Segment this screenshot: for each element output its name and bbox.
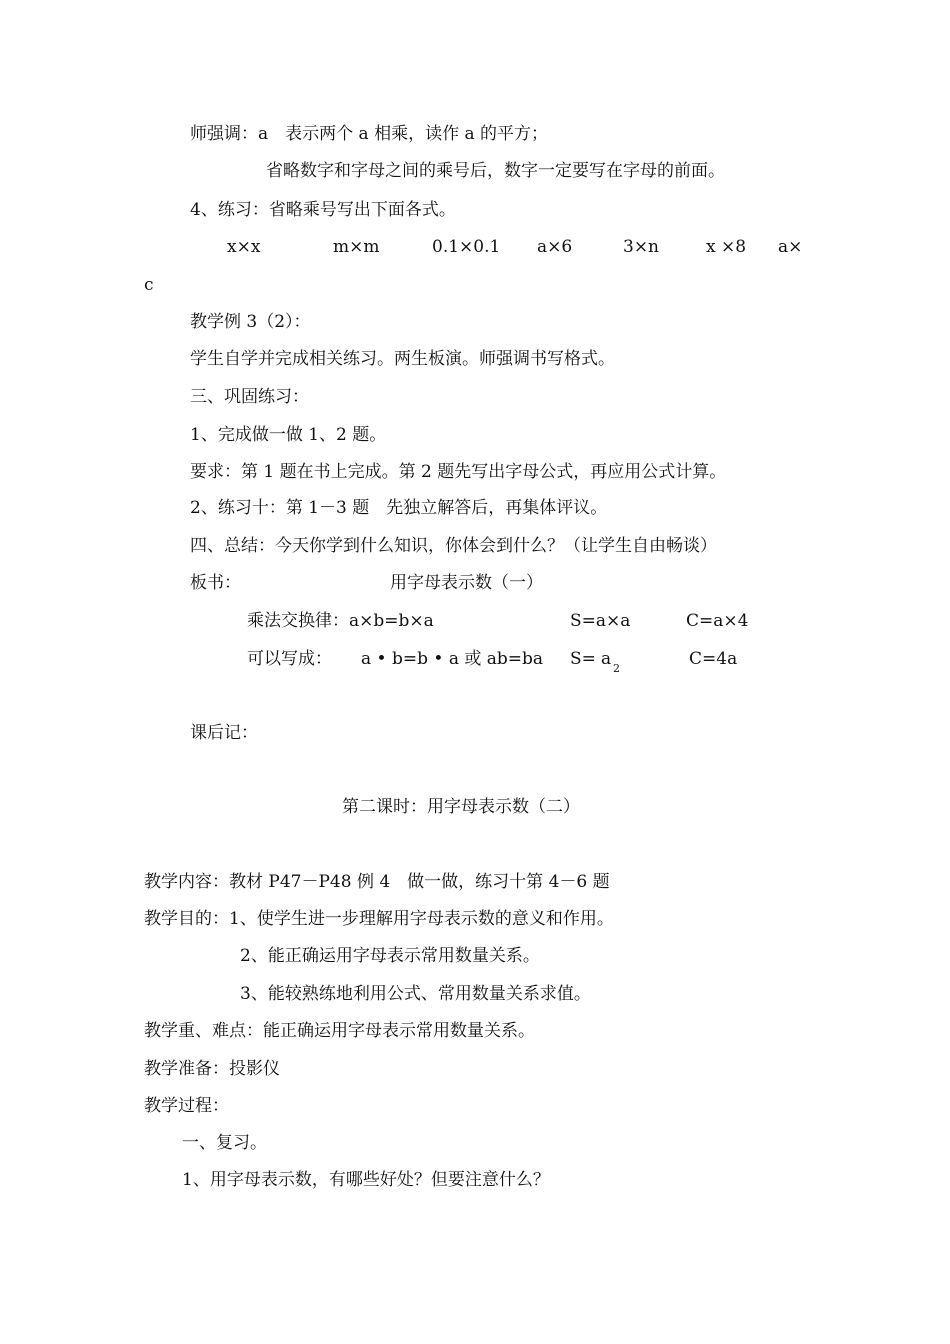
text-line: 4、练习：省略乘号写出下面各式。	[190, 200, 456, 220]
exercise-item: x ×8	[706, 237, 747, 257]
section-heading: 四、总结：今天你学到什么知识，你体会到什么？（让学生自由畅谈）	[190, 536, 717, 556]
text-line: 省略数字和字母之间的乘号后，数字一定要写在字母的前面。	[266, 161, 725, 181]
text-line: 教学目的：1、使学生进一步理解用字母表示数的意义和作用。	[144, 909, 614, 929]
page-title: 第二课时：用字母表示数（二）	[342, 797, 580, 817]
text-line: 教学内容：教材 P47－P48 例 4 做一做，练习十第 4－6 题	[144, 872, 610, 892]
exercise-wrap: c	[144, 275, 154, 295]
board-label: 板书：	[190, 573, 241, 593]
text-line: 师强调：a 表示两个 a 相乘，读作 a 的平方；	[190, 124, 549, 144]
board-formula: C=a×4	[686, 611, 749, 631]
text-line: 教学例 3（2）：	[190, 312, 311, 332]
exercise-item: a×6	[537, 237, 573, 257]
exercise-item: 3×n	[623, 237, 660, 257]
board-formula: S=	[570, 649, 596, 669]
text-line: 1、用字母表示数，有哪些好处？但要注意什么？	[182, 1170, 550, 1190]
board-formula: 乘法交换律：a×b=b×a	[247, 611, 434, 631]
text-line: 教学过程：	[144, 1096, 229, 1116]
text-line: 3、能较熟练地利用公式、常用数量关系求值。	[240, 984, 591, 1004]
formula-base: a	[601, 649, 612, 669]
exercise-item: 0.1×0.1	[432, 237, 501, 257]
text-line: 学生自学并完成相关练习。两生板演。师强调书写格式。	[190, 349, 615, 369]
board-formula: C=4a	[689, 649, 738, 669]
board-formula: 可以写成：	[247, 649, 332, 669]
board-title: 用字母表示数（一）	[390, 573, 543, 593]
text-line: 1、完成做一做 1、2 题。	[190, 425, 387, 445]
exercise-item: a×	[778, 237, 803, 257]
text-line: 2、练习十：第 1－3 题 先独立解答后，再集体评议。	[190, 498, 608, 518]
board-formula: S=a×a	[570, 611, 631, 631]
text-line: 课后记：	[190, 723, 258, 743]
section-heading: 三、巩固练习：	[190, 387, 309, 407]
text-line: 2、能正确运用字母表示常用数量关系。	[240, 946, 540, 966]
text-line: 教学重、难点：能正确运用字母表示常用数量关系。	[144, 1021, 535, 1041]
text-line: 教学准备：投影仪	[144, 1059, 280, 1079]
exercise-item: m×m	[333, 237, 380, 257]
section-heading: 一、复习。	[182, 1133, 267, 1153]
text-line: 要求：第 1 题在书上完成。第 2 题先写出字母公式，再应用公式计算。	[190, 462, 727, 482]
formula-exponent: 2	[613, 662, 620, 675]
exercise-item: x×x	[227, 237, 261, 257]
board-formula: a • b=b • a 或 ab=ba	[361, 649, 544, 669]
